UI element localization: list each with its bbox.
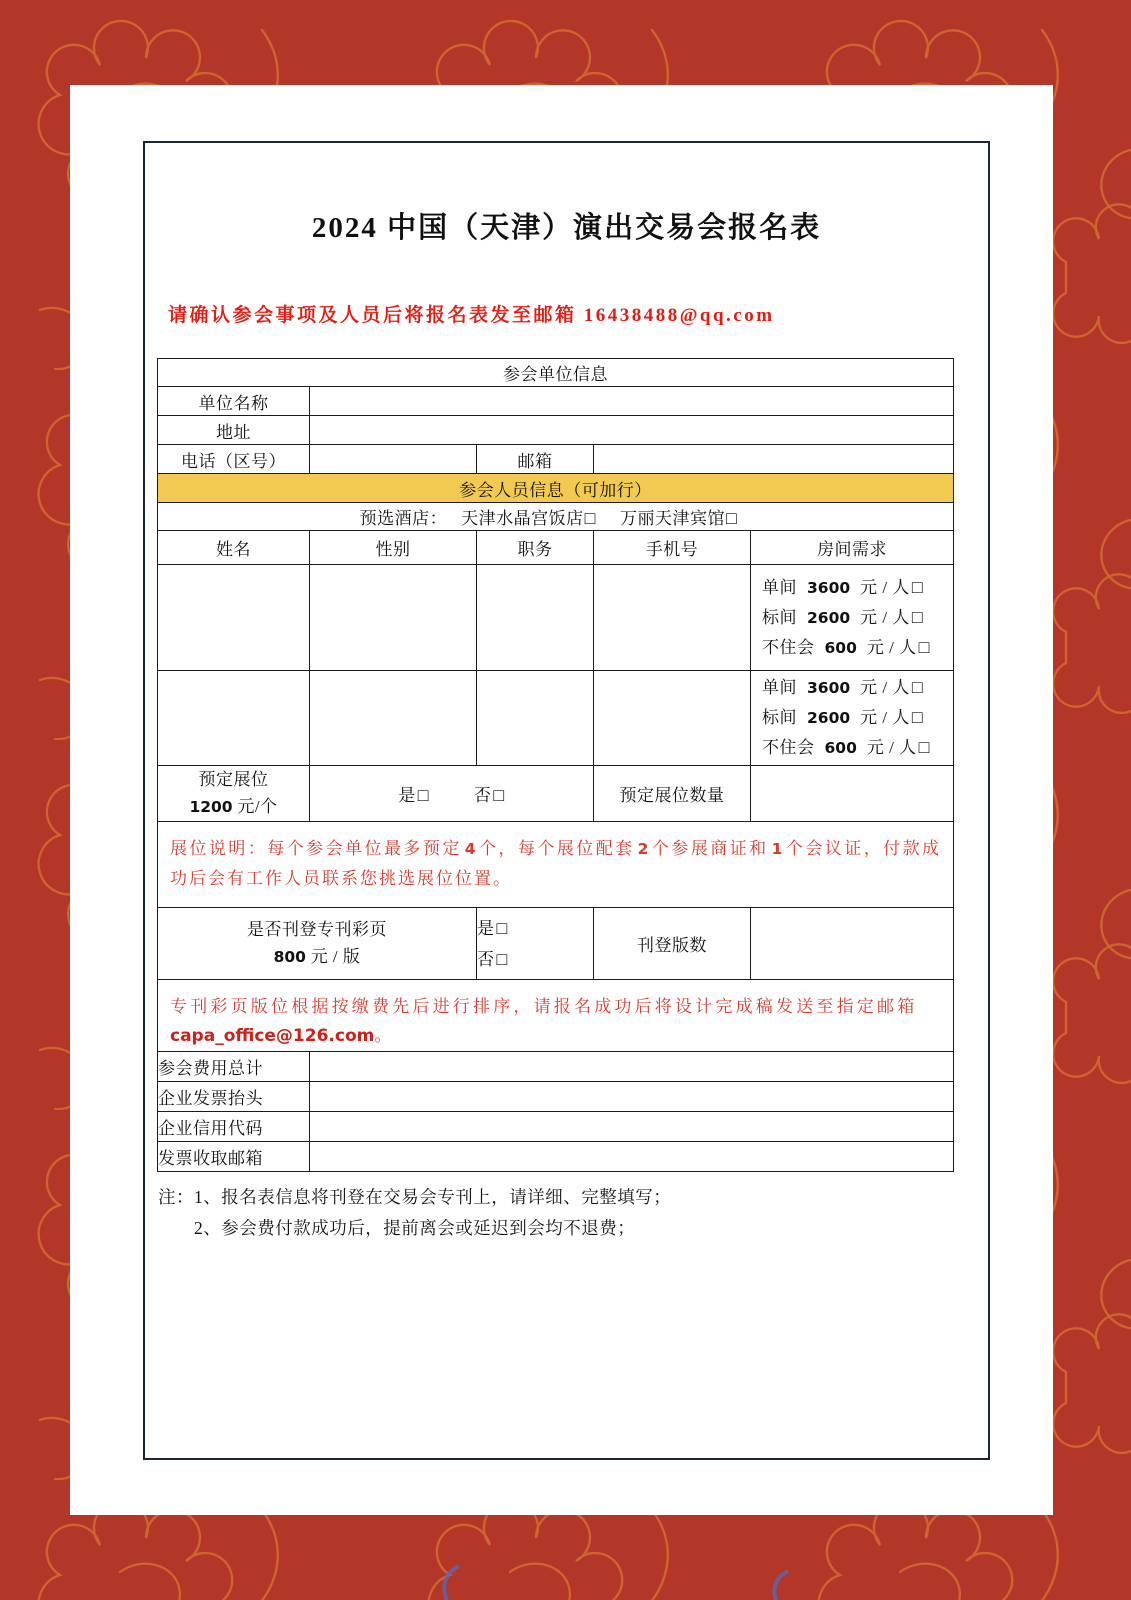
hotel-selection-row: [158, 503, 954, 531]
header-mobile: 手机号: [594, 531, 751, 565]
magazine-no-option: 否 □: [477, 948, 508, 969]
hotel-option-label: 万丽天津宾馆: [620, 509, 726, 528]
form-page: [70, 85, 1053, 1515]
credit-code-label: 企业信用代码: [158, 1112, 310, 1142]
room-single-checkbox[interactable]: □: [911, 576, 924, 597]
person-1-room-options: [751, 565, 954, 671]
booth-no-option: 否 □: [473, 785, 505, 805]
registration-table: [157, 358, 954, 1172]
invoice-email-input[interactable]: [310, 1142, 954, 1172]
magazine-yesno-cell: [477, 908, 594, 980]
email-label: 邮箱: [477, 445, 594, 474]
booth-yes-checkbox[interactable]: □: [417, 785, 430, 805]
total-fee-input[interactable]: [310, 1052, 954, 1082]
room-single-checkbox[interactable]: □: [911, 677, 924, 697]
magazine-note: 专刊彩页版位根据按缴费先后进行排序，请报名成功后将设计完成稿发送至指定邮箱 capa_office@126.com。: [158, 980, 954, 1052]
email-input[interactable]: [594, 445, 954, 474]
company-section-header: 参会单位信息: [158, 359, 954, 387]
booth-qty-label: 预定展位数量: [594, 766, 751, 822]
notice-line: 请确认参会事项及人员后将报名表发至邮箱 16438488@qq.com: [168, 305, 775, 326]
person-2-position-cell[interactable]: [477, 671, 594, 766]
room-option-no-stay: 不住会 600 元 / 人 □: [762, 636, 930, 657]
booth-yes-option: 是 □: [398, 785, 430, 805]
magazine-no-checkbox[interactable]: □: [496, 948, 508, 969]
magazine-pages-input[interactable]: [751, 908, 954, 980]
person-2-gender-cell[interactable]: [310, 671, 477, 766]
room-option-no-stay: 不住会 600 元 / 人 □: [762, 737, 930, 757]
header-name: 姓名: [158, 531, 310, 565]
personnel-section-header: 参会人员信息（可加行）: [158, 474, 954, 503]
form-frame: [143, 141, 990, 1460]
invoice-email-label: 发票收取邮箱: [158, 1142, 310, 1172]
page-title: 2024 中国（天津）演出交易会报名表: [311, 212, 822, 244]
footnote-1: 注：1、报名表信息将刊登在交易会专刊上，请详细、完整填写；: [158, 1187, 672, 1207]
room-option-standard: 标间 2600 元 / 人 □: [762, 707, 924, 727]
person-1-gender-cell[interactable]: [310, 565, 477, 671]
hotel-crystal-palace-checkbox[interactable]: □: [584, 508, 597, 528]
magazine-pages-label: 刊登版数: [594, 908, 751, 980]
person-1-name-cell[interactable]: [158, 565, 310, 671]
booth-label: 预定展位 1200 元/个: [158, 766, 310, 822]
room-no-stay-checkbox[interactable]: □: [918, 737, 930, 757]
booth-no-checkbox[interactable]: □: [493, 785, 505, 805]
phone-input[interactable]: [310, 445, 477, 474]
invoice-title-label: 企业发票抬头: [158, 1082, 310, 1112]
room-option-single: 单间 3600 元 / 人 □: [762, 677, 924, 697]
credit-code-input[interactable]: [310, 1112, 954, 1142]
room-no-stay-checkbox[interactable]: □: [918, 636, 930, 657]
magazine-label: 是否刊登专刊彩页 800 元 / 版: [158, 908, 477, 980]
company-name-label: 单位名称: [158, 387, 310, 416]
magazine-yes-checkbox[interactable]: □: [496, 917, 508, 938]
booth-qty-input[interactable]: [751, 766, 954, 822]
header-gender: 性别: [310, 531, 477, 565]
hotel-option-crystal-palace: [461, 509, 596, 528]
person-2-name-cell[interactable]: [158, 671, 310, 766]
person-2-mobile-cell[interactable]: [594, 671, 751, 766]
company-name-input[interactable]: [310, 387, 954, 416]
person-1-position-cell[interactable]: [477, 565, 594, 671]
hotel-prefix-label: 预选酒店：: [359, 509, 448, 528]
hotel-option-label: 天津水晶宫饭店: [461, 509, 584, 528]
person-row-2: [158, 671, 954, 766]
header-position: 职务: [477, 531, 594, 565]
total-fee-label: 参会费用总计: [158, 1052, 310, 1082]
header-room-need: 房间需求: [751, 531, 954, 565]
hotel-option-renaissance: [620, 509, 737, 528]
person-row-1: [158, 565, 954, 671]
booth-note: 展位说明：每个参会单位最多预定 4 个，每个展位配套 2 个参展商证和 1 个会议证，付款成功后会有工作人员联系您挑选展位位置。: [158, 822, 954, 908]
room-option-standard: 标间 2600 元 / 人 □: [762, 606, 924, 627]
phone-label: 电话（区号）: [158, 445, 310, 474]
magazine-note-email: capa_office@126.com: [170, 1026, 375, 1046]
hotel-renaissance-checkbox[interactable]: □: [726, 508, 738, 528]
person-2-room-options: [751, 671, 954, 766]
room-standard-checkbox[interactable]: □: [911, 707, 924, 727]
footnotes: [158, 1182, 988, 1244]
room-option-single: 单间 3600 元 / 人 □: [762, 576, 924, 597]
address-input[interactable]: [310, 416, 954, 445]
magazine-yes-option: 是 □: [477, 917, 508, 938]
person-1-mobile-cell[interactable]: [594, 565, 751, 671]
booth-yesno-cell: [310, 766, 594, 822]
address-label: 地址: [158, 416, 310, 445]
invoice-title-input[interactable]: [310, 1082, 954, 1112]
room-standard-checkbox[interactable]: □: [911, 606, 924, 627]
footnote-2: 2、参会费付款成功后，提前离会或延迟到会均不退费；: [194, 1218, 636, 1238]
